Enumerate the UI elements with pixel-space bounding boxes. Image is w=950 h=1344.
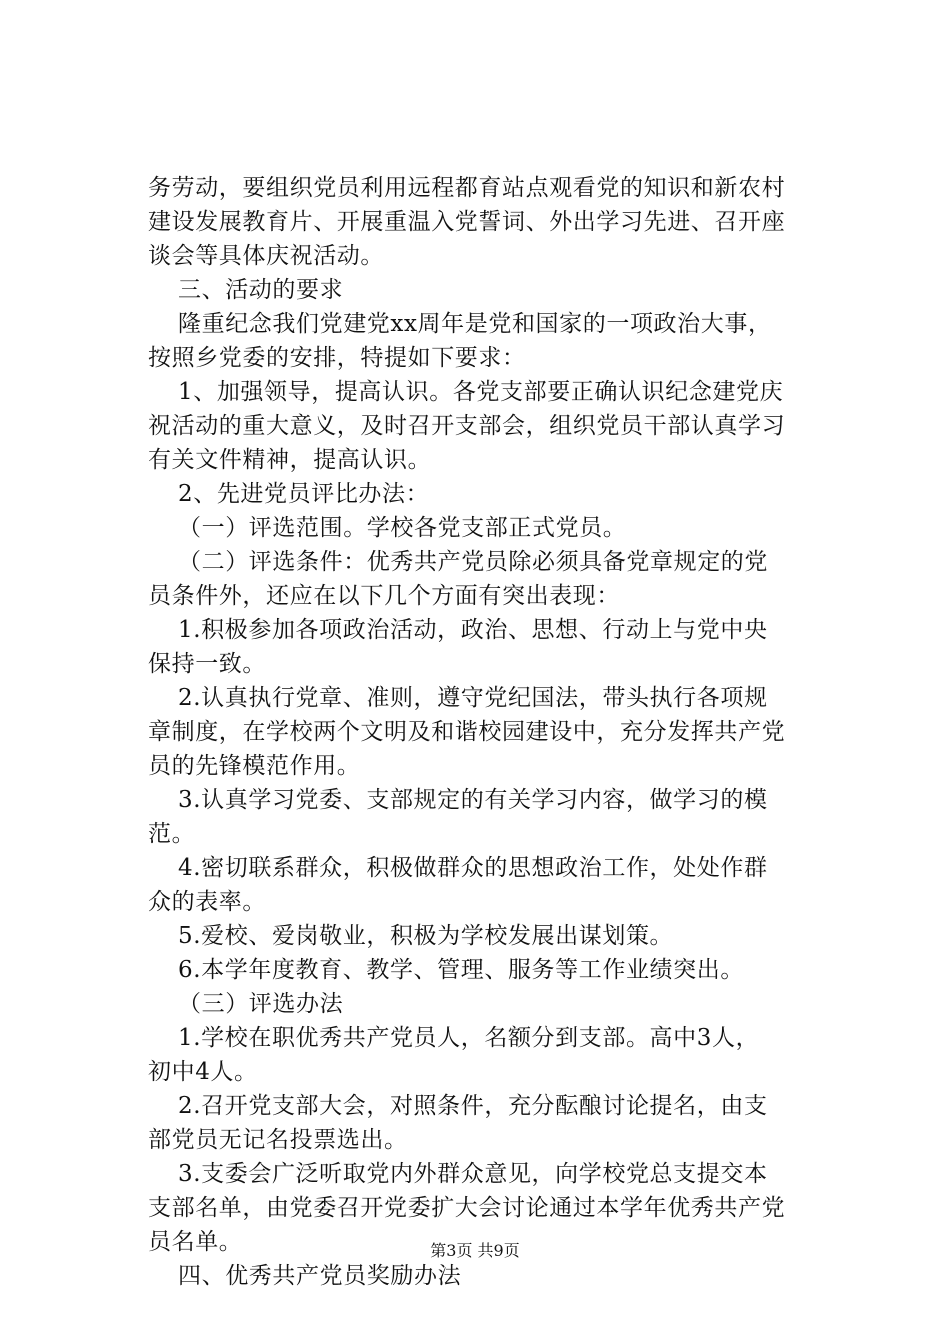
text-line: 2.召开党支部大会，对照条件，充分酝酿讨论提名，由支 bbox=[178, 1093, 768, 1119]
text-line: 有关文件精神，提高认识。 bbox=[148, 447, 432, 473]
text-line: 3.认真学习党委、支部规定的有关学习内容，做学习的模 bbox=[178, 787, 768, 813]
text-line: 4.密切联系群众，积极做群众的思想政治工作，处处作群 bbox=[178, 855, 768, 881]
text-line: 众的表率。 bbox=[148, 889, 266, 915]
text-line: 3.支委会广泛听取党内外群众意见，向学校党总支提交本 bbox=[178, 1161, 768, 1187]
page-number-footer: 第3页 共9页 bbox=[430, 1241, 520, 1260]
section-heading: 四、优秀共产党员奖励办法 bbox=[178, 1263, 462, 1289]
text-line: 按照乡党委的安排，特提如下要求： bbox=[148, 345, 526, 371]
text-line: 建设发展教育片、开展重温入党誓词、外出学习先进、召开座 bbox=[148, 209, 786, 235]
text-line: 章制度，在学校两个文明及和谐校园建设中，充分发挥共产党 bbox=[148, 719, 786, 745]
text-line: 员的先锋模范作用。 bbox=[148, 753, 361, 779]
text-line: 5.爱校、爱岗敬业，积极为学校发展出谋划策。 bbox=[178, 923, 674, 949]
text-line: 员条件外，还应在以下几个方面有突出表现： bbox=[148, 583, 620, 609]
text-line: 6.本学年度教育、教学、管理、服务等工作业绩突出。 bbox=[178, 957, 744, 983]
text-line: （一）评选范围。学校各党支部正式党员。 bbox=[178, 515, 627, 541]
text-line: 员名单。 bbox=[148, 1229, 243, 1255]
text-line: 1、加强领导，提高认识。各党支部要正确认识纪念建党庆 bbox=[178, 379, 784, 405]
text-line: 初中4人。 bbox=[148, 1059, 258, 1085]
text-line: 祝活动的重大意义，及时召开支部会，组织党员干部认真学习 bbox=[148, 413, 786, 439]
text-line: 隆重纪念我们党建党xx周年是党和国家的一项政治大事， bbox=[178, 311, 772, 337]
text-line: （二）评选条件：优秀共产党员除必须具备党章规定的党 bbox=[178, 549, 768, 575]
text-line: 2、先进党员评比办法： bbox=[178, 481, 430, 507]
text-line: 保持一致。 bbox=[148, 651, 266, 677]
text-line: 1.积极参加各项政治活动，政治、思想、行动上与党中央 bbox=[178, 617, 768, 643]
text-line: （三）评选办法 bbox=[178, 991, 344, 1017]
text-line: 范。 bbox=[148, 821, 196, 847]
section-heading: 三、活动的要求 bbox=[178, 277, 344, 303]
text-line: 1.学校在职优秀共产党员人，名额分到支部。高中3人， bbox=[178, 1025, 760, 1051]
text-line: 部党员无记名投票选出。 bbox=[148, 1127, 408, 1153]
text-line: 2.认真执行党章、准则，遵守党纪国法，带头执行各项规 bbox=[178, 685, 768, 711]
text-line: 谈会等具体庆祝活动。 bbox=[148, 243, 384, 269]
text-line: 务劳动，要组织党员利用远程都育站点观看党的知识和新农村 bbox=[148, 175, 786, 201]
text-line: 支部名单，由党委召开党委扩大会讨论通过本学年优秀共产党 bbox=[148, 1195, 786, 1221]
